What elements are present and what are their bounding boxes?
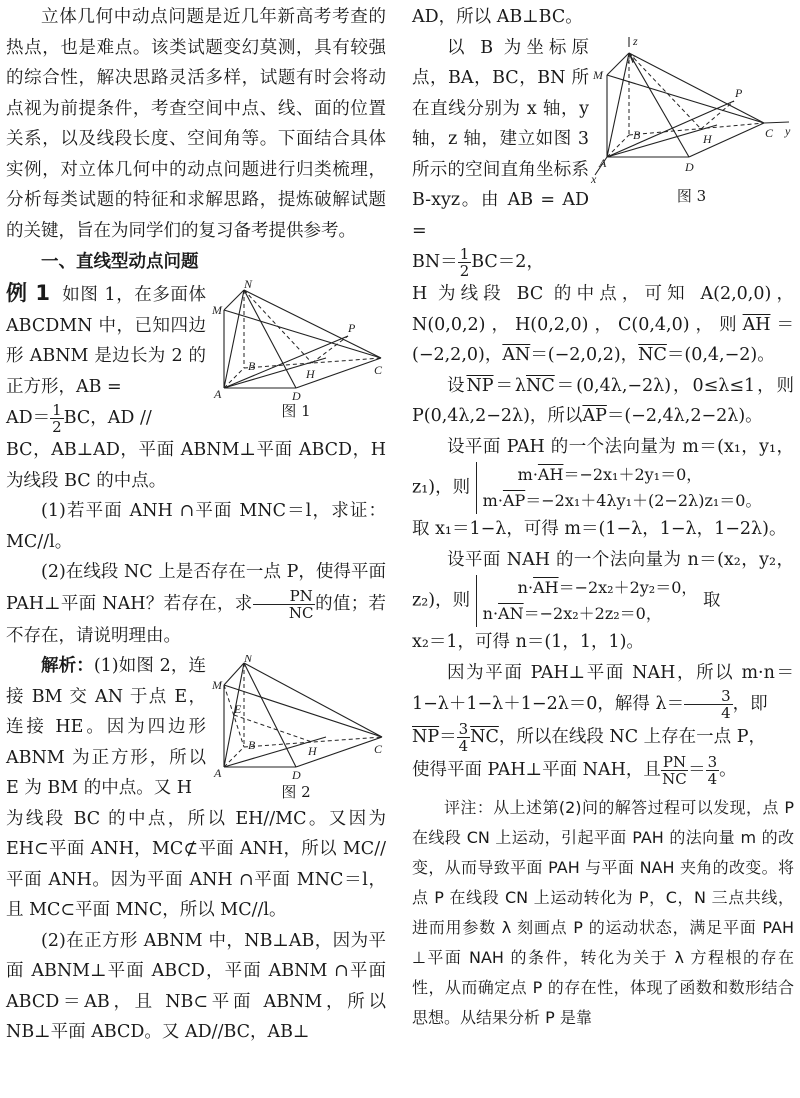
right-column [412,0,794,1033]
right-line-7c: x₂＝1，可得 n＝(1，1，1)。 [412,632,644,652]
fig2-label-h: H [308,744,317,758]
eq-n-1: ＝−2x₂＋2y₂＝0， [558,578,698,597]
fig3-label-c: C [765,125,774,140]
vector-np: $\overline{NP}$ [466,375,494,396]
frac-den: 2 [52,418,62,436]
solution-label: 解析： [41,656,94,676]
right-line-4 [412,279,794,371]
fraction-half [50,402,64,435]
vector-ah-eq-n: $\overline{AH}$ [533,578,559,597]
vector-an-eq-n: $\overline{AN}$ [498,604,524,623]
left-column [6,0,386,1048]
fig3-label-b: B [633,127,641,142]
fig1-label-p: P [348,321,356,335]
vector-an: $\overline{AN}$ [502,345,531,365]
fig3-label-y: y [785,123,791,138]
figure-2-diagram [206,655,386,781]
fig3-label-n: N [627,51,636,66]
figure-2 [206,655,386,803]
r3-part-b: BC＝2， [471,252,544,272]
fraction-pn-nc-2 [661,754,688,787]
solution-1b: 为线段 BC 的中点，所以 EH//MC。又因为 EH⊂平面 ANH，MC⊄平面 ANH，所以 MC//平面 ANH。因为平面 ANH ∩平面 MNC＝l，且 MC⊂平面 MNC，所以 MC//l。 [6,808,386,920]
r5-c: ＝(0,4λ,−2λ)，0≤λ≤1，则 P(0,4λ,2−2λ)，所以 [412,375,795,426]
vector-nc-3: $\overline{NC}$ [470,727,499,747]
figure-3 [589,35,794,207]
fig1-label-c: C [374,363,383,377]
r5-d: ＝(−2,4λ,2−2λ)。 [606,406,763,426]
right-line-10 [412,754,794,787]
figure-1-caption: 图 1 [281,402,311,420]
vector-ah-eq: $\overline{AH}$ [537,465,564,484]
r4-nc-val: ＝(0,4,−2)。 [666,345,775,365]
r3-part-a: BN＝ [412,252,458,272]
right-line-8 [412,658,794,722]
frac-den: 2 [459,262,470,280]
r9-b: ，所以在线段 NC 上存在一点 P， [498,727,767,747]
frac-num: 3 [684,688,733,705]
eq-m-2: ＝−2x₁＋4λy₁＋(2−2λ)z₁＝0。 [525,491,762,510]
example-1-part-c: BC，AB⊥AD，平面 ABNM⊥平面 ABCD，H 为线段 BC 的中点。 [6,440,386,491]
r7-b: 取 [702,590,721,611]
figure-2-caption: 图 2 [281,783,311,801]
r10-a: 使得平面 PAH⊥平面 NAH，且 [412,760,661,780]
r10-c: 。 [719,760,737,780]
frac-den: 4 [707,770,718,788]
fig2-label-d: D [292,768,301,781]
eq-n-lead-2: n· [482,604,499,623]
frac-num: PN [662,753,687,771]
intro-paragraph: 立体几何中动点问题是近几年新高考考查的热点，也是难点。该类试题变幻莫测，具有较强的综合性，解决思路灵活多样，试题有时会将动点视为前提条件，考查空间中点、线、面的位置关系，以及线段长度、空间角等。下面结合具体实例，对立体几何中的动点问题进行归类梳理，分析每类试题的特征和求解思路，提炼破解试题的关键，旨在为同学们的复习备考提供参考。 [6,7,386,241]
solution-2: (2)在正方形 ABNM 中，NB⊥AB，因为平面 ABNM⊥平面 ABCD，平面 ABNM ∩平面 ABCD＝AB，且 NB⊂平面 ABNM，所以 NB⊥平面 ABCD。又 AD//BC，AB⊥ [6,930,386,1042]
figure-1 [206,280,386,422]
figure-3-diagram [589,35,794,185]
r8-b: ，即 [732,694,768,714]
example-1-part-b: AD＝ [6,408,51,428]
frac-num: 1 [459,245,470,263]
fraction-three-quarters-2 [457,721,471,754]
fig3-label-d: D [685,159,694,174]
section-title: 一、直线型动点问题 [41,252,199,272]
right-line-1: AD，所以 AB⊥BC。 [412,7,583,27]
fraction-pn-nc [253,588,315,621]
r5-b: ＝λ [493,375,526,396]
right-line-6c: 取 x₁＝1−λ，可得 m＝(1−λ，1−λ，1−2λ)。 [412,519,787,539]
fraction-half-r [458,246,472,279]
right-line-6 [412,432,794,515]
frac-num: 3 [458,720,469,738]
right-line-5 [412,371,794,432]
fig2-label-m: M [212,678,222,692]
fraction-three-quarters [684,688,733,721]
vector-np-2: $\overline{NP}$ [412,727,440,747]
fig1-label-a: A [214,387,222,400]
fig3-label-z: z [633,34,638,48]
equation-system-n [476,575,698,627]
frac-num: PN [253,588,315,605]
fig2-label-a: A [214,766,222,780]
fig1-label-n: N [244,280,253,291]
r8-a: 因为平面 PAH⊥平面 NAH，所以 m·n＝1−λ＋1−λ＋1−2λ＝0，解得 λ＝ [412,662,794,714]
r10-eq: ＝ [688,760,706,780]
fig2-label-n: N [244,655,253,665]
right-line-7 [412,545,794,628]
frac-num: 1 [52,401,62,419]
fig2-label-b: B [248,738,256,752]
vector-nc: $\overline{NC}$ [638,345,667,365]
right-line-9 [412,721,794,754]
frac-num: 3 [707,753,718,771]
vector-nc-2: $\overline{NC}$ [526,375,555,396]
r4-text: H 为线段 BC 的中点，可知 A(2,0,0)，N(0,0,2)，H(0,2,0)，C(0,4,0)，则 [412,284,794,335]
fig1-label-m: M [212,303,222,317]
frac-den: NC [288,603,314,622]
eq-m-1: ＝−2x₁＋2y₁＝0， [563,465,703,484]
r4-an-val: ＝(−2,0,2)， [530,345,639,365]
fraction-three-quarters-3 [706,754,720,787]
frac-den: NC [662,770,687,788]
fig3-label-h: H [703,131,712,146]
fig1-label-h: H [306,367,315,381]
equation-system-m [476,462,762,514]
r5-a: 设 [447,375,467,396]
eq-m-lead-2: m· [482,491,503,510]
frac-den: 4 [721,704,731,722]
example-1-part-a: 如图 1，在多面体 ABCDMN 中，已知四边形 ABNM 是边长为 2 的正方形，AB = [6,285,206,397]
question-2 [6,557,386,651]
vector-ah: $\overline{AH}$ [742,314,771,335]
fig1-label-b: B [248,359,256,373]
example-1-part-b2: BC，AD // [63,408,152,428]
right-line-3 [412,246,794,279]
solution-1a: (1)如图 2，连接 BM 交 AN 于点 E，连接 HE。因为四边形 ABNM 为正方形，所以 E 为 BM 的中点。又 H [6,656,206,798]
question-2-part-a: (2)在线段 NC 上是否存在一点 P，使得平面 PAH⊥平面 NAH？若存在，求 [6,562,386,614]
example-label: 例 1 [6,281,51,305]
figure-3-caption: 图 3 [676,186,707,205]
eq-m-lead: m· [517,465,538,484]
r9-eq: ＝ [439,727,457,747]
r6-a: 设平面 PAH 的一个法向量为 m＝(x₁，y₁，z₁)，则 [412,436,794,498]
question-1: (1)若平面 ANH ∩平面 MNC＝l，求证：MC//l。 [6,501,386,552]
eq-n-lead: n· [517,578,534,597]
r4-ah-val: ＝(−2,2,0)， [412,314,795,365]
fig3-label-p: P [735,85,743,100]
right-line-2: 以 B 为坐标原点，BA，BC，BN 所在直线分别为 x 轴，y 轴，z 轴，建立如图 3 所示的空间直角坐标系 B-xyz。由 AB = AD = [412,37,589,241]
frac-den: 4 [458,737,469,755]
fig3-label-a: A [599,155,607,170]
vector-ap-eq: $\overline{AP}$ [502,491,526,510]
vector-ap: $\overline{AP}$ [582,406,607,426]
r7-a: 设平面 NAH 的一个法向量为 n＝(x₂，y₂，z₂)，则 [412,549,794,611]
comment-paragraph: 评注：从上述第(2)问的解答过程可以发现，点 P 在线段 CN 上运动，引起平面 PAH 的法向量 m 的改变，从而导致平面 PAH 与平面 NAH 夹角的改变。将点 P 在线段 CN 上运动转化为 P，C，N 三点共线，进而用参数 λ 刻画点 P 的运动状态，满足平面 PAH ⊥平面 NAH 的条件，转化为关于 λ 方程根的存在性，从而确定点 P 的存在性，体现了函数和数形结合思想。从结果分析 P 是靠 [412,798,794,1027]
fig1-label-d: D [292,389,301,400]
fig2-label-c: C [374,742,383,756]
fig3-label-m: M [593,67,603,82]
eq-n-2: ＝−2x₂＋2z₂＝0， [523,604,662,623]
fig3-label-x: x [591,171,597,185]
figure-1-diagram [206,280,386,400]
question-2-part-b: 的值；若不存在，请说明理由。 [6,593,386,646]
fig2-label-e: E [234,702,242,716]
